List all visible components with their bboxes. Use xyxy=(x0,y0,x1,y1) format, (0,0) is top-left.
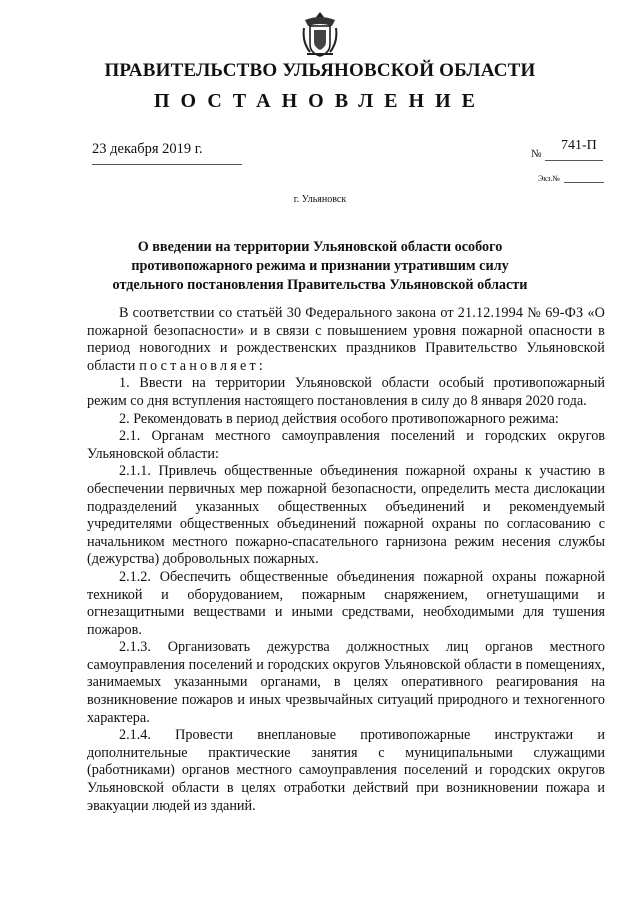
coat-of-arms-emblem xyxy=(301,10,339,60)
document-date: 23 декабря 2019 г. xyxy=(92,141,203,157)
date-underline xyxy=(92,164,242,165)
paragraph-preamble xyxy=(87,305,605,375)
paragraph-2-1-1: 2.1.1. Привлечь общественные объединения пожарной охраны к участию в обеспечении первичных мер пожарной безопасности, определить места дислокации подразделений указанных общественных объединений и рекомендуемый учредителями общественных объединений пожарной охраны по согласованию с начальником местного пожарно-спасательного гарнизона режим несения службы (дежурства) добровольных пожарных. xyxy=(87,463,605,568)
paragraph-1: 1. Ввести на территории Ульяновской области особый противопожарный режим со дня вступления настоящего постановления в силу до 8 января 2020 года. xyxy=(87,375,605,409)
number-label: № xyxy=(531,148,542,160)
document-type: ПОСТАНОВЛЕНИЕ xyxy=(154,90,486,112)
decree-word: постановляет: xyxy=(139,357,267,374)
document-number: 741-П xyxy=(561,138,597,153)
paragraph-2-1-3: 2.1.3. Организовать дежурства должностных лиц органов местного самоуправления поселений и городских округов Ульяновской области в помещениях, занимаемых указанными органами, в целях оперативного реагирования на возникновение пожаров и иных чрезвычайных ситуаций природного и техногенного характера. xyxy=(87,639,605,726)
document-body xyxy=(87,305,605,815)
copy-number-label: Экз.№ xyxy=(538,174,560,183)
paragraph-2-1-4: 2.1.4. Провести внеплановые противопожарные инструктажи и дополнительные практические занятия с муниципальными служащими (работниками) органов местного самоуправления поселений и городских округов Ульяновской области в целях отработки действий при возникновении пожара и эвакуации людей из зданий. xyxy=(87,727,605,814)
paragraph-2: 2. Рекомендовать в период действия особого противопожарного режима: xyxy=(119,410,559,427)
number-underline xyxy=(545,160,603,161)
document-title: О введении на территории Ульяновской области особого противопожарного режима и признании утратившим силу отдельного постановления Правительства Ульяновской области xyxy=(112,239,528,293)
paragraph-2-1: 2.1. Органам местного самоуправления поселений и городских округов Ульяновской области: xyxy=(87,428,605,462)
city-name: г. Ульяновск xyxy=(293,194,347,205)
paragraph-2-1-2: 2.1.2. Обеспечить общественные объединения пожарной охраны пожарной техникой и оборудованием, пожарным снаряжением, огнетушащими и огнезащитными веществами и иными средствами, необходимыми для тушения пожаров. xyxy=(87,568,605,638)
organization-name: ПРАВИТЕЛЬСТВО УЛЬЯНОВСКОЙ ОБЛАСТИ xyxy=(104,60,536,81)
copy-number-underline xyxy=(564,182,604,183)
preamble-text: В соответствии со статьёй 30 Федерального закона от 21.12.1994 № 69-ФЗ «О пожарной безопасности» и в связи с повышением уровня пожарной опасности в период новогодних и рождественских праздников Правительство Ульяновской области xyxy=(87,305,605,374)
